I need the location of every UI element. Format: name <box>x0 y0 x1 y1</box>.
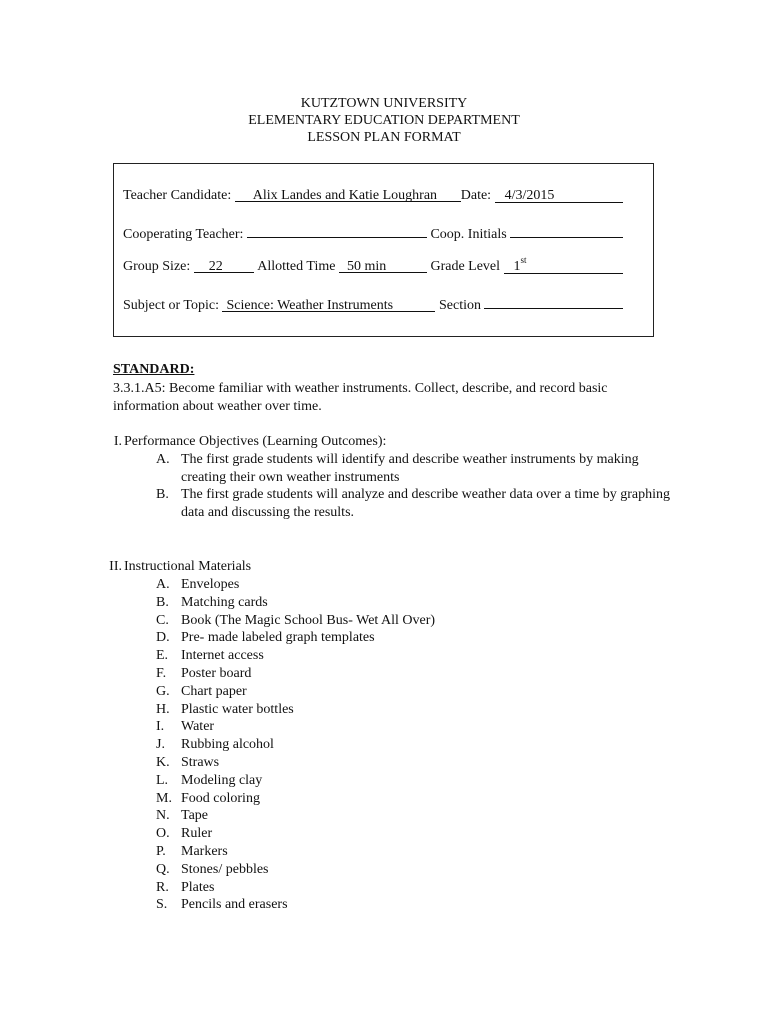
university-name: KUTZTOWN UNIVERSITY <box>300 96 468 111</box>
teacher-candidate-row <box>123 187 623 205</box>
material-item <box>156 807 676 825</box>
cooperating-teacher-label: Cooperating Teacher: <box>123 227 244 242</box>
material-text: Ruler <box>181 826 213 842</box>
material-letter: I. <box>156 719 165 735</box>
allotted-time-field: 50 min <box>339 258 427 273</box>
material-item <box>156 896 676 914</box>
material-letter: K. <box>156 755 170 770</box>
objectives-heading <box>98 433 386 451</box>
teacher-candidate-label: Teacher Candidate: <box>123 188 232 203</box>
objective-letter: A. <box>156 452 170 467</box>
material-text: Plates <box>181 879 215 895</box>
material-text: Poster board <box>181 666 252 681</box>
grade-level-label: Grade Level <box>430 259 501 274</box>
subject-field: Science: Weather Instruments <box>222 297 435 312</box>
subject-label: Subject or Topic: <box>123 298 219 313</box>
material-item <box>156 665 676 683</box>
material-letter: O. <box>156 826 170 842</box>
material-text: Modeling clay <box>181 772 263 788</box>
material-text: Straws <box>181 755 220 770</box>
department-name: ELEMENTARY EDUCATION DEPARTMENT <box>248 113 520 128</box>
material-item <box>156 594 676 612</box>
objective-text: The first grade students will analyze and describe weather data over a time by graphing data and discussing the results. <box>181 487 671 520</box>
material-letter: G. <box>156 683 170 699</box>
materials-heading <box>94 558 251 576</box>
material-item <box>156 576 676 594</box>
standard-text: 3.3.1.A5: Become familiar with weather instruments. Collect, describe, and record basic information about weather over time. <box>113 381 608 414</box>
material-letter: H. <box>156 701 170 717</box>
date-label: Date: <box>460 188 492 203</box>
material-letter: J. <box>156 737 165 753</box>
material-text: Internet access <box>181 648 264 664</box>
material-text: Matching cards <box>181 594 268 610</box>
material-letter: C. <box>156 612 169 628</box>
material-letter: S. <box>156 897 168 913</box>
coop-initials-label: Coop. Initials <box>430 227 507 242</box>
objective-item <box>156 451 676 487</box>
material-item <box>156 861 676 879</box>
material-text: Book (The Magic School Bus- Wet All Over) <box>181 612 436 628</box>
material-letter: P. <box>156 844 166 859</box>
coop-initials-field <box>510 222 623 238</box>
group-size-field: 22 <box>194 258 254 273</box>
date-field: 4/3/2015 <box>495 187 623 203</box>
material-text: Pencils and erasers <box>181 897 288 913</box>
document-header <box>0 95 768 146</box>
grade-level-field <box>504 255 623 274</box>
standard-title: STANDARD: <box>113 362 195 377</box>
material-text: Tape <box>181 808 209 824</box>
material-text: Food coloring <box>181 790 260 806</box>
objective-text: The first grade students will identify and describe weather instruments by making creating their own weather instruments <box>181 452 639 485</box>
cooperating-teacher-field <box>247 222 427 238</box>
material-item <box>156 825 676 843</box>
material-item <box>156 683 676 701</box>
material-letter: F. <box>156 666 167 681</box>
material-text: Envelopes <box>181 577 240 592</box>
material-letter: D. <box>156 630 170 646</box>
material-item <box>156 612 676 630</box>
material-text: Stones/ pebbles <box>181 861 269 877</box>
material-letter: Q. <box>156 861 170 877</box>
material-text: Rubbing alcohol <box>181 737 274 753</box>
cooperating-teacher-row <box>123 222 623 240</box>
material-item <box>156 790 676 808</box>
grade-level-value: 1 <box>513 259 521 274</box>
material-letter: M. <box>156 790 172 806</box>
material-item <box>156 736 676 754</box>
material-letter: L. <box>156 772 169 788</box>
lesson-info-box <box>113 163 654 337</box>
material-item <box>156 843 676 861</box>
material-letter: B. <box>156 594 169 610</box>
subject-row <box>123 293 623 311</box>
grade-level-suffix: st <box>520 255 527 265</box>
group-size-row <box>123 255 623 276</box>
material-text: Markers <box>181 844 228 859</box>
section-label: Section <box>438 298 481 313</box>
material-letter: E. <box>156 648 169 664</box>
objectives-numeral: I. <box>113 434 122 449</box>
material-item <box>156 772 676 790</box>
material-text: Pre- made labeled graph templates <box>181 630 375 646</box>
material-text: Chart paper <box>181 683 247 699</box>
material-item <box>156 701 676 719</box>
material-item <box>156 647 676 665</box>
objective-letter: B. <box>156 487 169 502</box>
materials-numeral: II. <box>109 559 122 574</box>
material-text: Plastic water bottles <box>181 701 294 717</box>
material-text: Water <box>181 719 215 735</box>
objective-item <box>156 486 676 522</box>
material-letter: A. <box>156 577 170 592</box>
section-field <box>484 293 623 309</box>
material-item <box>156 629 676 647</box>
material-item <box>156 879 676 897</box>
group-size-label: Group Size: <box>123 259 191 274</box>
material-letter: R. <box>156 879 169 895</box>
materials-title: Instructional Materials <box>124 559 252 574</box>
allotted-time-label: Allotted Time <box>257 259 336 274</box>
objectives-title: Performance Objectives (Learning Outcomes): <box>124 434 387 449</box>
material-letter: N. <box>156 808 170 824</box>
material-item <box>156 754 676 772</box>
form-title: LESSON PLAN FORMAT <box>307 130 461 145</box>
teacher-candidate-field: Alix Landes and Katie Loughran <box>235 187 461 202</box>
material-item <box>156 718 676 736</box>
